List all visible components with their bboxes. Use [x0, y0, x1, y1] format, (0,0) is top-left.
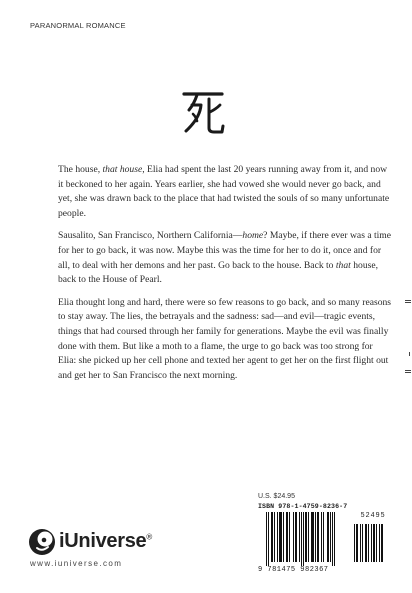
price-addon-code: 52495: [360, 512, 386, 520]
kanji-death-glyph: [181, 90, 225, 136]
barcode-number: 9 781475 982367: [258, 566, 329, 574]
blurb-paragraph-2: Sausalito, San Francisco, Northern California—home? Maybe, if there ever was a time for her to go back, it was now. Maybe this was the time for her to do it, once and for all, to deal with her demons and her past. Go back to the house. Back to that house, back to the House of Pearl.: [58, 230, 392, 286]
price-addon-bars: [354, 524, 390, 562]
iuniverse-logo-icon: [28, 528, 56, 556]
price-label: U.S. $24.95: [258, 493, 295, 500]
barcode-bars: [266, 512, 346, 562]
publisher-name: iUniverse®: [59, 530, 152, 552]
publisher-url: www.iuniverse.com: [30, 559, 123, 568]
publisher-logo: [28, 528, 168, 556]
blurb-paragraph-3: Elia thought long and hard, there were so few reasons to go back, and so many reasons to stay away. The lies, the betrayals and the sadness: sad—and evil—tragic events, things that had coursed through her family for generations. Maybe the evil was finally done with them. But like a moth to a flame, the urge to go back was too strong for Elia: she picked up her cell phone and texted her agent to get her on the first flight out and get her to San Francisco the next morning.: [58, 296, 392, 381]
barcode: [258, 512, 392, 564]
blurb-paragraph-1: The house, that house, Elia had spent the last 20 years running away from it, and now it beckoned to her again. Years earlier, she had vowed she would never go back, and yet, she was drawn back to the place that had twisted the souls of so many unfortunate people.: [58, 164, 390, 219]
edge-marks: [403, 300, 412, 380]
genre-label: PARANORMAL ROMANCE: [30, 21, 126, 30]
isbn-label: ISBN 978-1-4759-8236-7: [258, 503, 348, 510]
blurb-text: [58, 163, 393, 391]
